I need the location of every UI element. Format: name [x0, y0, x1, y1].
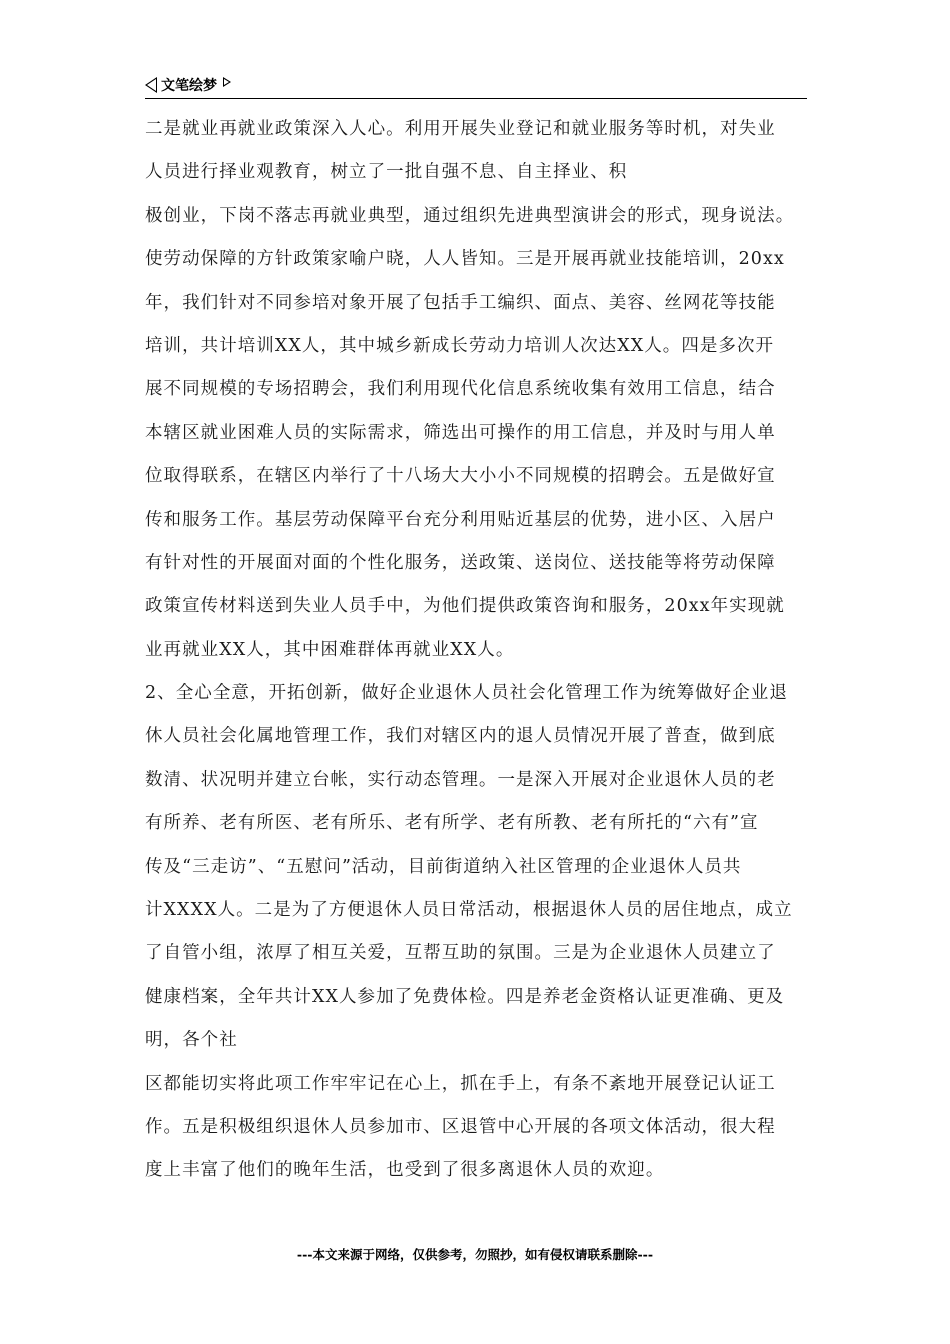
text-line: 年，我们针对不同参培对象开展了包括手工编织、面点、美容、丝网花等技能 — [145, 292, 776, 313]
text-line: 区都能切实将此项工作牢牢记在心上，抓在手上，有条不紊地开展登记认证工 — [145, 1073, 776, 1094]
text-line: 有针对性的开展面对面的个性化服务，送政策、送岗位、送技能等将劳动保障 — [145, 552, 776, 573]
text-line: 明，各个社 — [145, 1030, 238, 1051]
text-line: 有所养、老有所医、老有所乐、老有所学、老有所教、老有所托的“六有”宣 — [145, 813, 759, 834]
text-line: 了自管小组，浓厚了相互关爱，互帮互助的氛围。三是为企业退休人员建立了 — [145, 943, 776, 964]
text-line: 业再就业XX人，其中困难群体再就业XX人。 — [145, 639, 515, 660]
body-text — [145, 108, 815, 1193]
text-line: 本辖区就业困难人员的实际需求，筛选出可操作的用工信息，并及时与用人单 — [145, 422, 776, 443]
text-line: 展不同规模的专场招聘会，我们利用现代化信息系统收集有效用工信息，结合 — [145, 379, 776, 400]
text-line: 计XXXX人。二是为了方便退休人员日常活动，根据退休人员的居住地点，成立 — [145, 900, 793, 921]
text-line: 休人员社会化属地管理工作，我们对辖区内的退人员情况开展了普查，做到底 — [145, 726, 776, 747]
text-line: 人员进行择业观教育，树立了一批自强不息、自主择业、积 — [145, 162, 628, 183]
triangle-left-icon — [145, 77, 157, 93]
text-line: 使劳动保障的方针政策家喻户晓，人人皆知。三是开展再就业技能培训，20xx — [145, 249, 785, 270]
text-line: 作。五是积极组织退休人员参加市、区退管中心开展的各项文体活动，很大程 — [145, 1116, 776, 1137]
footer-disclaimer: ---本文来源于网络，仅供参考，勿照抄，如有侵权请联系删除--- — [296, 1247, 654, 1262]
text-line: 传和服务工作。基层劳动保障平台充分利用贴近基层的优势，进小区、入居户 — [145, 509, 776, 530]
text-line: 政策宣传材料送到失业人员手中，为他们提供政策咨询和服务，20xx年实现就 — [145, 596, 785, 617]
text-line: 位取得联系，在辖区内举行了十八场大大小小不同规模的招聘会。五是做好宣 — [145, 466, 776, 487]
header-divider — [145, 98, 807, 99]
text-line: 培训，共计培训XX人，其中城乡新成长劳动力培训人次达XX人。四是多次开 — [145, 335, 775, 356]
text-line: 度上丰富了他们的晚年生活，也受到了很多离退休人员的欢迎。 — [145, 1160, 665, 1181]
text-line: 传及“三走访”、“五慰问”活动，目前街道纳入社区管理的企业退休人员共 — [145, 856, 742, 877]
text-line: 二是就业再就业政策深入人心。利用开展失业登记和就业服务等时机，对失业 — [145, 119, 776, 139]
triangle-right-icon — [223, 77, 231, 87]
text-line: 数清、状况明并建立台帐，实行动态管理。一是深入开展对企业退休人员的老 — [145, 769, 776, 790]
text-line: 2、全心全意，开拓创新，做好企业退休人员社会化管理工作为统筹做好企业退 — [145, 683, 788, 704]
header-brand: 文笔绘梦 — [161, 78, 217, 94]
text-line: 极创业，下岗不落志再就业典型，通过组织先进典型演讲会的形式，现身说法。 — [145, 205, 795, 226]
page-header — [145, 74, 231, 96]
text-line: 健康档案，全年共计XX人参加了免费体检。四是养老金资格认证更准确、更及 — [145, 986, 785, 1007]
